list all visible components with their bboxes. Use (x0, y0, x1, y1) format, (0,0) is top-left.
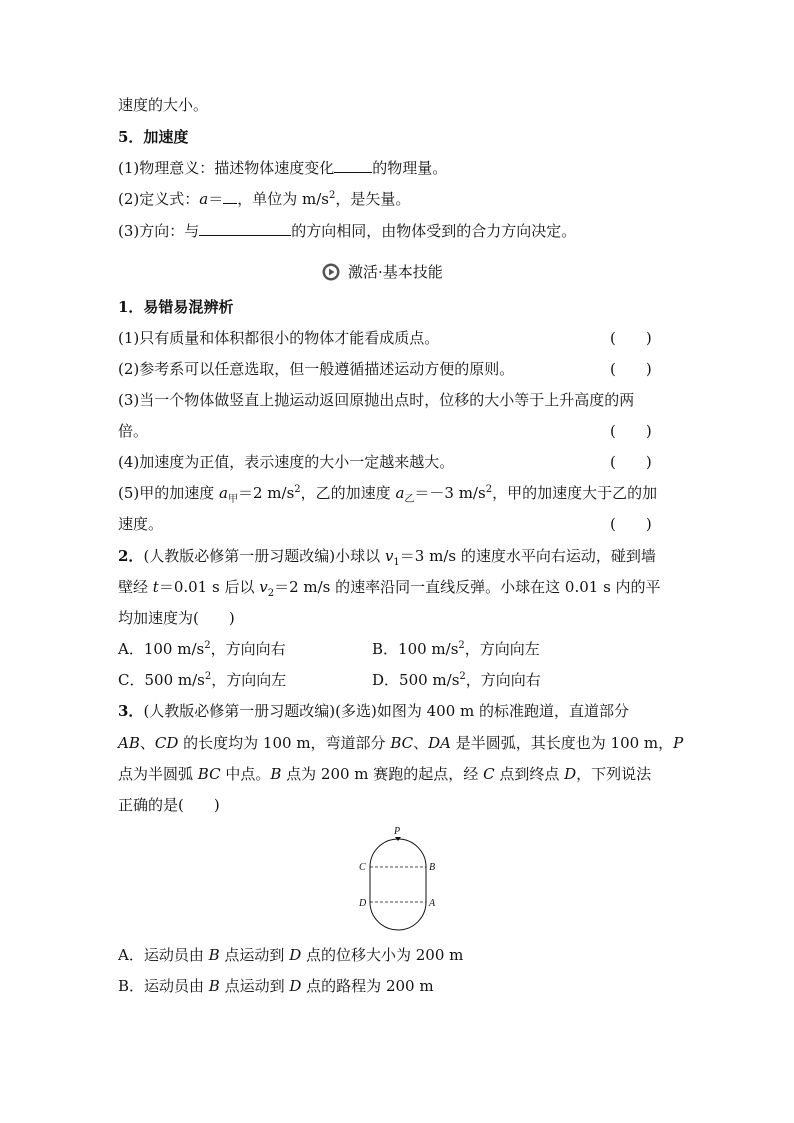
fill-blank (199, 221, 291, 236)
option-a: A．100 $m/s^2$，方向向右 (118, 640, 286, 658)
option-a: A．运动员由 B 点运动到 D 点的位移大小为 200 m (118, 946, 464, 964)
statement-item: (5)甲的加速度 $a_甲=2$ $m/s^2$，乙的加速度 $a_乙=-3$ $m/s^2$，甲的加速度大于乙的加 (118, 484, 658, 505)
statement-item-cont: 速度。 (118, 515, 164, 533)
answer-paren: ( ) (610, 453, 652, 471)
answer-paren: ( ) (610, 329, 652, 347)
question-2-text: 2．(人教版必修第一册习题改编)小球以 $v_1=3$ m/s 的速度水平向右运动，碰到墙 (118, 547, 656, 568)
question-3-text: 3．(人教版必修第一册习题改编)(多选)如图为 400 m 的标准跑道，直道部分 (118, 702, 630, 720)
option-b: B．100 $m/s^2$，方向向左 (372, 640, 540, 658)
track-outline (370, 839, 426, 930)
label-b: B (429, 862, 436, 873)
section-header (322, 262, 443, 282)
question-3-text: 正确的是( ) (118, 796, 220, 814)
answer-paren: ( ) (610, 360, 652, 378)
statement-item-cont: 倍。 (118, 422, 149, 440)
statement-item: (4)加速度为正值，表示速度的大小一定越来越大。 (118, 453, 455, 471)
label-d: D (359, 898, 367, 909)
question-3-text: 点为半圆弧 BC 中点。B 点为 200 m 赛跑的起点，经 C 点到终点 D，下列说法 (118, 765, 652, 783)
track-diagram (350, 822, 450, 940)
question-2-text: 均加速度为( ) (118, 609, 235, 627)
question-1-title: 1．易错易混辨析 (118, 298, 234, 316)
label-p: P (394, 826, 401, 837)
option-d: D．500 $m/s^2$，方向向右 (372, 671, 541, 689)
text-line: (2)定义式：a＝ ，单位为 $m/s^2$，是矢量。 (118, 190, 411, 208)
text-line: (1)物理意义：描述物体速度变化 的物理量。 (118, 159, 448, 177)
question-3-text: AB、CD 的长度均为 100 m，弯道部分 BC、DA 是半圆弧，其长度也为 100 m，P (118, 734, 684, 752)
label-c: C (359, 862, 366, 873)
text-line: 速度的大小。 (118, 96, 209, 114)
section-heading-acceleration: 5．加速度 (118, 128, 189, 146)
section-title: 激活·基本技能 (348, 263, 443, 281)
option-c: C．500 $m/s^2$，方向向左 (118, 671, 287, 689)
statement-item: (1)只有质量和体积都很小的物体才能看成质点。 (118, 329, 440, 347)
statement-item: (2)参考系可以任意选取，但一般遵循描述运动方便的原则。 (118, 360, 515, 378)
fill-blank (223, 189, 237, 204)
play-circle-icon (322, 263, 340, 281)
option-b: B．运动员由 B 点运动到 D 点的路程为 200 m (118, 977, 434, 995)
statement-item: (3)当一个物体做竖直上抛运动返回原抛出点时，位移的大小等于上升高度的两 (118, 391, 635, 409)
label-a: A (429, 898, 436, 909)
answer-paren: ( ) (610, 515, 652, 533)
question-2-text: 壁经 t＝0.01 s 后以 $v_2=2$ m/s 的速率沿同一直线反弹。小球在这 0.01 s 内的平 (118, 578, 661, 599)
answer-paren: ( ) (610, 422, 652, 440)
text-line: (3)方向：与 的方向相同，由物体受到的合力方向决定。 (118, 222, 577, 240)
fill-blank (334, 158, 372, 173)
